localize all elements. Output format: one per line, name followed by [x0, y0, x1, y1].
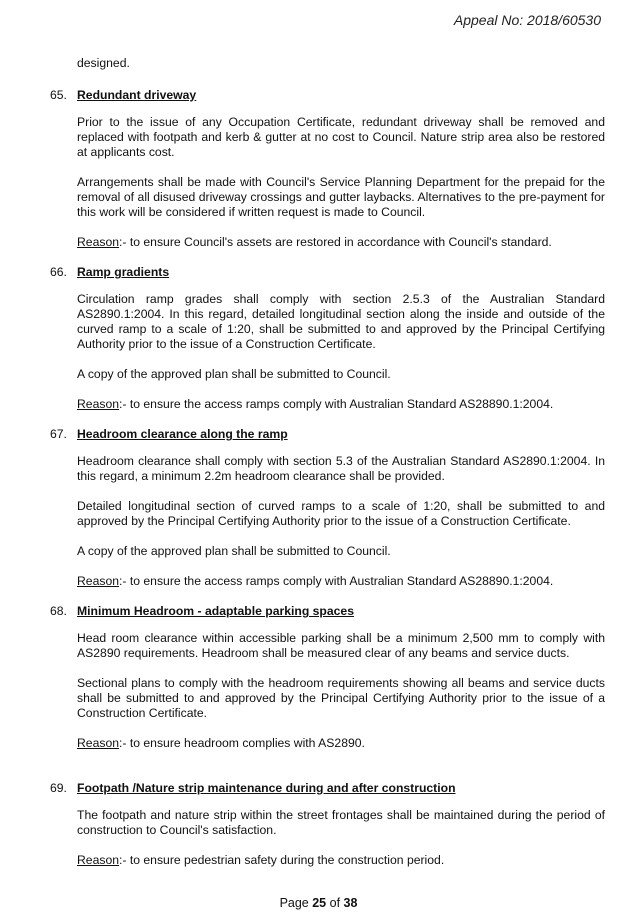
condition-69 — [50, 781, 605, 868]
page-current: 25 — [312, 896, 327, 910]
reason-label: Reason — [77, 397, 120, 411]
condition-title: Ramp gradients — [77, 265, 170, 279]
condition-paragraph: Head room clearance within accessible parking shall be a minimum 2,500 mm to comply with AS2890 requirements. Headroom shall be measured clear of any beams and service ducts. — [77, 631, 605, 660]
condition-65 — [50, 88, 605, 250]
condition-reason — [77, 736, 605, 751]
condition-paragraph: Detailed longitudinal section of curved ramps to a scale of 1:20, shall be submitted to and approved by the Principal Certifying Authority prior to the issue of a Construction Certificate. — [77, 499, 605, 528]
page-middle: of — [326, 896, 344, 910]
reason-text: :- to ensure headroom complies with AS2890. — [119, 736, 365, 750]
condition-reason — [77, 235, 605, 250]
condition-paragraph: Headroom clearance shall comply with section 5.3 of the Australian Standard AS2890.1:2004. In this regard, a minimum 2.2m headroom clearance shall be provided. — [77, 454, 605, 483]
page-prefix: Page — [279, 896, 313, 910]
condition-number: 67. — [50, 427, 67, 441]
condition-paragraph: Prior to the issue of any Occupation Certificate, redundant driveway shall be removed and replaced with footpath and kerb & gutter at no cost to Council. Nature strip area also be restored at applicants cost. — [77, 115, 605, 159]
reason-text: :- to ensure the access ramps comply with Australian Standard AS28890.1:2004. — [119, 574, 554, 588]
reason-label: Reason — [77, 853, 120, 867]
reason-text: :- to ensure the access ramps comply with Australian Standard AS28890.1:2004. — [119, 397, 554, 411]
reason-label: Reason — [77, 235, 120, 249]
reason-label: Reason — [77, 736, 120, 750]
condition-paragraph: Circulation ramp grades shall comply with section 2.5.3 of the Australian Standard AS2890.1:2004. In this regard, detailed longitudinal section along the inside and outside of the curved ramp to a scale of 1:20, shall be submitted to and approved by the Principal Certifying Authority prior to the issue of a Construction Certificate. — [77, 292, 605, 351]
reason-label: Reason — [77, 574, 120, 588]
conditions-content — [50, 56, 605, 883]
condition-title: Footpath /Nature strip maintenance during and after construction — [77, 781, 456, 795]
lead-text: designed. — [77, 56, 130, 70]
appeal-number: Appeal No: 2018/60530 — [453, 12, 601, 28]
condition-paragraph: A copy of the approved plan shall be submitted to Council. — [77, 544, 391, 558]
condition-title: Redundant driveway — [77, 88, 197, 102]
condition-number: 65. — [50, 88, 67, 102]
condition-number: 66. — [50, 265, 67, 279]
condition-reason — [77, 574, 605, 589]
condition-title: Headroom clearance along the ramp — [77, 427, 288, 441]
reason-text: :- to ensure Council's assets are restored in accordance with Council's standard. — [119, 235, 552, 249]
condition-reason — [77, 853, 605, 868]
condition-reason — [77, 397, 605, 412]
condition-number: 69. — [50, 781, 67, 795]
condition-67 — [50, 427, 605, 589]
condition-paragraph: Arrangements shall be made with Council's Service Planning Department for the prepaid for the removal of all disused driveway crossings and gutter laybacks. Alternatives to the pre-payment for this work will be considered if written request is made to Council. — [77, 175, 605, 219]
condition-66 — [50, 265, 605, 412]
condition-paragraph: Sectional plans to comply with the headroom requirements showing all beams and service ducts shall be submitted to and approved by the Principal Certifying Authority prior to the issue of a Construction Certificate. — [77, 676, 605, 720]
page-number — [0, 896, 637, 910]
condition-paragraph: The footpath and nature strip within the street frontages shall be maintained during the period of construction to Council's satisfaction. — [77, 808, 605, 837]
page-total: 38 — [343, 896, 358, 910]
condition-68 — [50, 604, 605, 751]
condition-number: 68. — [50, 604, 67, 618]
condition-title: Minimum Headroom - adaptable parking spaces — [77, 604, 354, 618]
reason-text: :- to ensure pedestrian safety during the construction period. — [119, 853, 445, 867]
condition-paragraph: A copy of the approved plan shall be submitted to Council. — [77, 367, 391, 381]
